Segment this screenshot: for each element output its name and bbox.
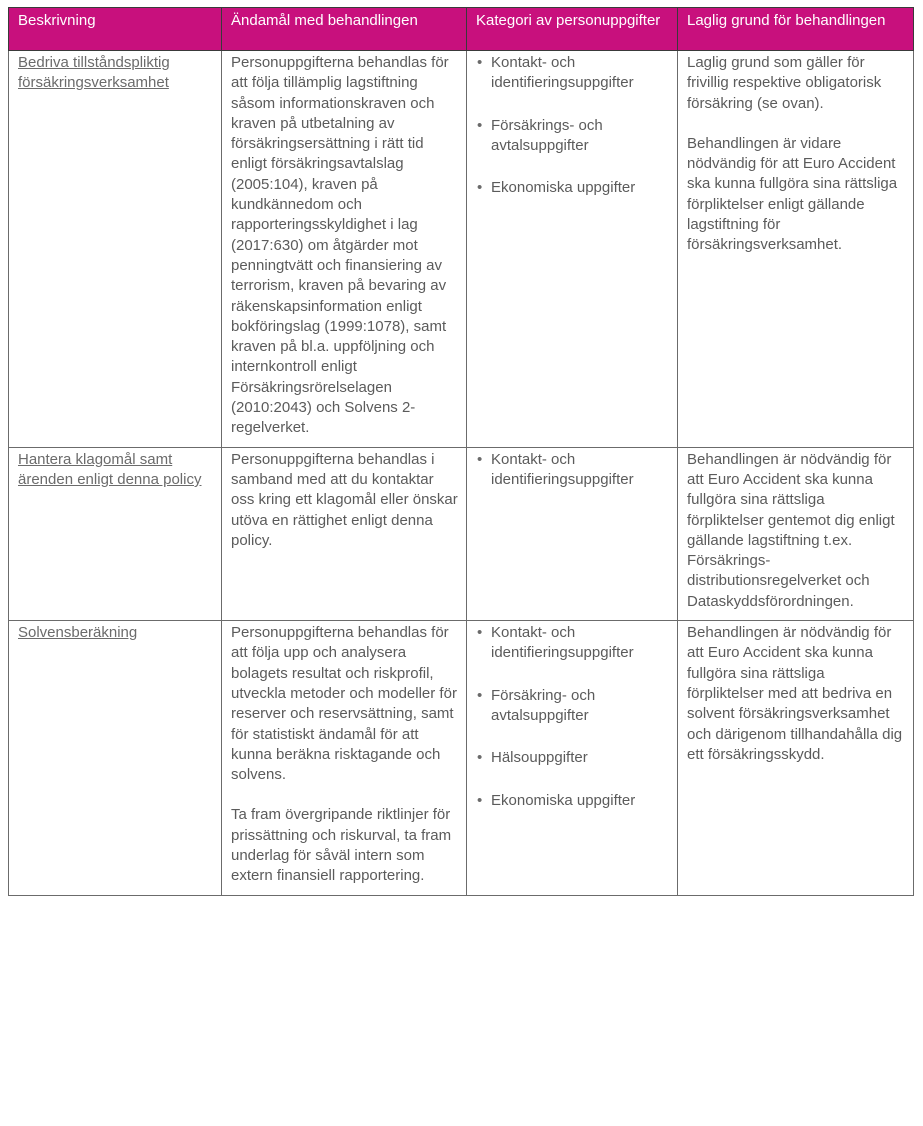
list-item bbox=[476, 53, 669, 94]
cell-category bbox=[467, 621, 678, 896]
list-item bbox=[476, 686, 669, 727]
description-link[interactable]: Bedriva tillståndspliktig försäkringsverksamhet bbox=[18, 54, 170, 92]
table-body bbox=[9, 51, 914, 896]
list-item bbox=[476, 748, 669, 768]
cell-description bbox=[9, 447, 222, 620]
purpose-paragraph: Personuppgifterna behandlas i samband med att du kontaktar oss kring ett klagomål eller önskar utöva en rättighet enligt denna policy. bbox=[231, 450, 458, 549]
bullet-icon: • bbox=[477, 54, 483, 71]
cell-description bbox=[9, 51, 222, 448]
table-header-row bbox=[9, 8, 914, 51]
description-link[interactable]: Hantera klagomål samt ärenden enligt denna policy bbox=[18, 450, 202, 488]
legal-basis-paragraph: Behandlingen är nödvändig för att Euro Accident ska kunna fullgöra sina rättsliga förpliktelser med att bedriva en solvent försäkringsverksamhet och därigenom tillhandahålla dig ett försäkringsskydd. bbox=[687, 624, 903, 763]
category-label: Försäkrings- och avtalsuppgifter bbox=[491, 116, 603, 154]
bullet-icon: • bbox=[477, 450, 483, 468]
cell-description bbox=[9, 621, 222, 896]
cell-legal-basis bbox=[678, 51, 914, 448]
description-link[interactable]: Solvensberäkning bbox=[18, 624, 138, 642]
cell-legal-basis bbox=[678, 621, 914, 896]
list-item bbox=[476, 623, 669, 664]
processing-table bbox=[8, 7, 914, 896]
header-description: Beskrivning bbox=[9, 8, 222, 51]
cell-legal-basis bbox=[678, 447, 914, 620]
cell-purpose bbox=[222, 447, 467, 620]
purpose-paragraph: Personuppgifterna behandlas för att följa tillämplig lagstiftning såsom informationskraven och kraven på utbetalning av försäkringsersättning i rätt tid enligt försäkringsavtalslag (2005:104), kraven på kundkännedom och rapporteringsskyldighet i lag (2017:630) om åtgärder mot penningtvätt och finansiering av terrorism, kraven på bevaring av räkenskapsinformation enligt bokföringslag (1999:1078), samt kraven på bl.a. uppföljning och internkontroll enligt Försäkringsrörelselagen (2010:2043) och Solvens 2-regelverket. bbox=[231, 54, 449, 437]
category-label: Ekonomiska uppgifter bbox=[491, 179, 636, 197]
document-page bbox=[8, 7, 913, 896]
bullet-icon: • bbox=[477, 179, 483, 197]
legal-basis-paragraph: Behandlingen är nödvändig för att Euro Accident ska kunna fullgöra sina rättsliga förpliktelser gentemot dig enligt gällande lagstiftning t.ex. Försäkrings-distributionsregelverket och Dataskyddsförordningen. bbox=[687, 450, 895, 610]
category-label: Hälsouppgifter bbox=[491, 749, 588, 767]
category-list bbox=[476, 623, 669, 811]
table-row bbox=[9, 447, 914, 620]
category-label: Kontakt- och identifieringsuppgifter bbox=[491, 624, 634, 662]
category-list bbox=[476, 450, 669, 491]
bullet-icon: • bbox=[477, 116, 483, 134]
legal-basis-paragraph: Laglig grund som gäller för frivillig respektive obligatorisk försäkring (se ovan). bbox=[687, 54, 882, 112]
table-row bbox=[9, 51, 914, 448]
cell-category bbox=[467, 51, 678, 448]
category-list bbox=[476, 53, 669, 198]
table-row bbox=[9, 621, 914, 896]
category-label: Ekonomiska uppgifter bbox=[491, 791, 636, 809]
header-category: Kategori av personuppgifter bbox=[467, 8, 678, 51]
purpose-paragraph: Personuppgifterna behandlas för att följa upp och analysera bolagets resultat och riskprofil, utveckla metoder och modeller för reserver och reservsättning, samt för statistiskt ändamål för att kunna beräkna risktagande och solvens. bbox=[231, 624, 457, 784]
bullet-icon: • bbox=[477, 791, 483, 809]
bullet-icon: • bbox=[477, 686, 483, 704]
header-legal-basis: Laglig grund för behandlingen bbox=[678, 8, 914, 51]
cell-purpose bbox=[222, 621, 467, 896]
list-item bbox=[476, 178, 669, 198]
purpose-paragraph: Ta fram övergripande riktlinjer för prissättning och riskurval, ta fram underlag för såväl intern som extern finansiell rapportering. bbox=[231, 806, 452, 885]
list-item bbox=[476, 450, 669, 491]
bullet-icon: • bbox=[477, 749, 483, 767]
category-label: Kontakt- och identifieringsuppgifter bbox=[491, 54, 634, 92]
cell-purpose bbox=[222, 51, 467, 448]
bullet-icon: • bbox=[477, 624, 483, 642]
list-item bbox=[476, 116, 669, 157]
category-label: Försäkring- och avtalsuppgifter bbox=[491, 686, 596, 724]
header-purpose: Ändamål med behandlingen bbox=[222, 8, 467, 51]
legal-basis-paragraph: Behandlingen är vidare nödvändig för att Euro Accident ska kunna fullgöra sina rättsliga förpliktelser enligt gällande lagstiftning för försäkringsverksamhet. bbox=[687, 134, 898, 254]
cell-category bbox=[467, 447, 678, 620]
list-item bbox=[476, 791, 669, 811]
category-label: Kontakt- och identifieringsuppgifter bbox=[491, 450, 634, 488]
